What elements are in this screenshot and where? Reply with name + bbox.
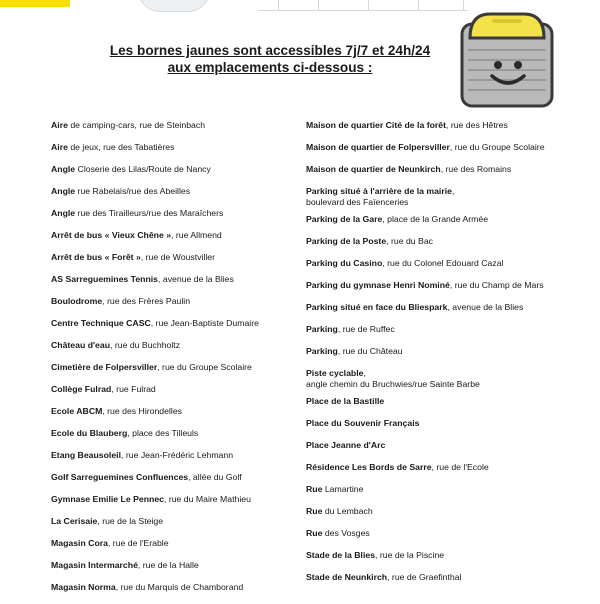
list-item: Rue du Lembach bbox=[306, 506, 373, 516]
list-item: Place de la Bastille bbox=[306, 396, 385, 406]
list-item: Centre Technique CASC, rue Jean-Baptiste Dumaire bbox=[51, 318, 259, 328]
list-item: Cimetière de Folpersviller, rue du Groupe Scolaire bbox=[51, 362, 252, 372]
list-item: La Cerisaie, rue de la Steige bbox=[51, 516, 164, 526]
right-location-list bbox=[306, 120, 596, 594]
list-item: Aire de jeux, rue des Tabatières bbox=[51, 142, 175, 152]
list-item: Stade de la Blies, rue de la Piscine bbox=[306, 550, 445, 560]
list-item: Parking du Casino, rue du Colonel Edouard Cazal bbox=[306, 258, 504, 268]
page-title bbox=[90, 42, 450, 76]
title-line-2: aux emplacements ci-dessous : bbox=[167, 60, 373, 75]
list-item: Maison de quartier de Neunkirch, rue des Romains bbox=[306, 164, 512, 174]
list-item: Parking du gymnase Henri Nominé, rue du Champ de Mars bbox=[306, 280, 544, 290]
list-item: Résidence Les Bords de Sarre, rue de l'Ecole bbox=[306, 462, 489, 472]
list-item: Golf Sarreguemines Confluences, allée du Golf bbox=[51, 472, 242, 482]
list-item: Rue Lamartine bbox=[306, 484, 364, 494]
list-item: Place Jeanne d'Arc bbox=[306, 440, 386, 450]
list-item: Etang Beausoleil, rue Jean-Frédéric Lehmann bbox=[51, 450, 234, 460]
list-item: Aire de camping-cars, rue de Steinbach bbox=[51, 120, 206, 130]
yellow-strip bbox=[0, 0, 70, 7]
list-item: Ecole ABCM, rue des Hirondelles bbox=[51, 406, 183, 416]
list-item: Magasin Cora, rue de l'Erable bbox=[51, 538, 169, 548]
yellow-bin-mascot-icon bbox=[460, 10, 554, 108]
list-item: Parking de la Gare, place de la Grande Armée bbox=[306, 214, 489, 224]
list-item: Parking situé en face du Bliespark, avenue de la Blies bbox=[306, 302, 524, 312]
list-item: Magasin Intermarché, rue de la Halle bbox=[51, 560, 199, 570]
list-item: Boulodrome, rue des Frères Paulin bbox=[51, 296, 191, 306]
list-item: Collège Fulrad, rue Fulrad bbox=[51, 384, 156, 394]
grid-fragment bbox=[258, 0, 468, 11]
list-item: Parking, rue de Ruffec bbox=[306, 324, 395, 334]
list-item: AS Sarreguemines Tennis, avenue de la Blies bbox=[51, 274, 234, 284]
list-item: Maison de quartier de Folpersviller, rue du Groupe Scolaire bbox=[306, 142, 545, 152]
list-item: Arrêt de bus « Forêt », rue de Woustviller bbox=[51, 252, 215, 262]
list-item: Parking de la Poste, rue du Bac bbox=[306, 236, 434, 246]
list-item: Magasin Norma, rue du Marquis de Chamborand bbox=[51, 582, 244, 592]
list-item: Arrêt de bus « Vieux Chêne », rue Allmend bbox=[51, 230, 222, 240]
list-item: Parking, rue du Château bbox=[306, 346, 403, 356]
left-location-list bbox=[51, 120, 291, 604]
list-item: Place du Souvenir Français bbox=[306, 418, 420, 428]
list-item: Angle rue des Tirailleurs/rue des Maraîchers bbox=[51, 208, 224, 218]
list-item: Ecole du Blauberg, place des Tilleuls bbox=[51, 428, 199, 438]
title-line-1: Les bornes jaunes sont accessibles 7j/7 et 24h/24 bbox=[109, 43, 431, 58]
list-item: Angle rue Rabelais/rue des Abeilles bbox=[51, 186, 191, 196]
list-item: Parking situé à l'arrière de la mairie, boulevard des Faïenceries bbox=[306, 186, 455, 207]
list-item: Maison de quartier Cité de la forêt, rue des Hêtres bbox=[306, 120, 508, 130]
list-item: Angle Closerie des Lilas/Route de Nancy bbox=[51, 164, 211, 174]
list-item: Gymnase Emilie Le Pennec, rue du Maire Mathieu bbox=[51, 494, 251, 504]
list-item: Stade de Neunkirch, rue de Graefinthal bbox=[306, 572, 462, 582]
list-item: Château d'eau, rue du Buchholtz bbox=[51, 340, 181, 350]
list-item: Rue des Vosges bbox=[306, 528, 370, 538]
photo-fragment bbox=[138, 0, 210, 12]
list-item: Piste cyclable, angle chemin du Bruchwies/rue Sainte Barbe bbox=[306, 368, 480, 389]
